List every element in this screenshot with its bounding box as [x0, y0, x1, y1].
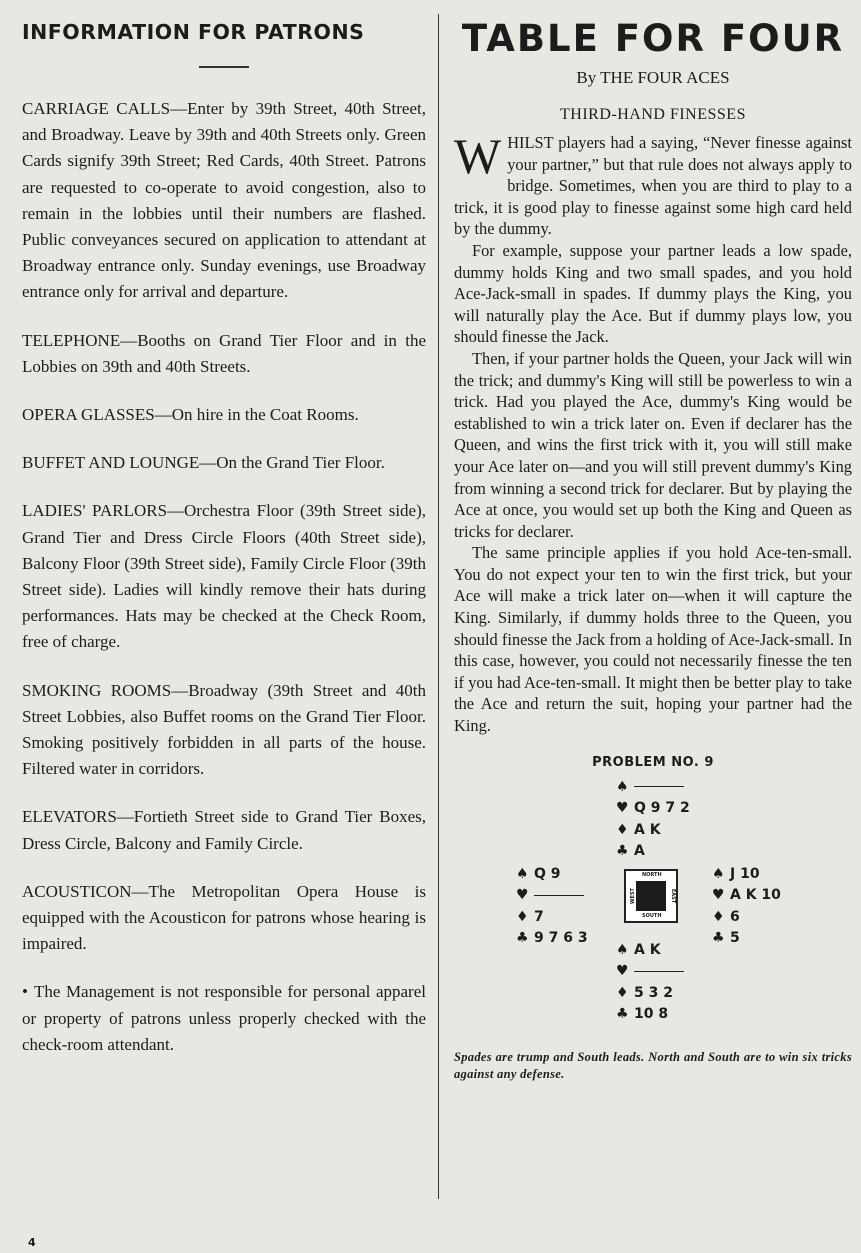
north-clubs [616, 841, 690, 863]
void-line [634, 786, 684, 787]
spade-icon: ♠ [616, 941, 629, 958]
patron-information-column [22, 18, 426, 1080]
north-spades [616, 777, 690, 799]
east-diamonds-cards: 6 [730, 908, 740, 925]
west-clubs [516, 928, 588, 950]
column-title: TABLE FOR FOUR [461, 17, 845, 60]
caption-text: Spades are trump and South leads. North and South are to win six tricks against any [454, 1049, 852, 1081]
caption-emphasis: defense. [520, 1066, 565, 1081]
west-hearts [516, 885, 588, 907]
club-icon: ♣ [616, 843, 629, 860]
bridge-problem [454, 755, 852, 1045]
south-spades [616, 940, 684, 962]
south-diamonds [616, 983, 684, 1005]
east-hearts-cards: A K 10 [730, 887, 781, 904]
notice-carriage-calls: CARRIAGE CALLS—Enter by 39th Street, 40th Street, and Broadway. Leave by 39th and 40th Streets only. Green Cards signify 39th Street; Red Cards, 40th Street. Patrons are requested to co-operate to avoid congestion, also to remain in the lobbies until their numbers are flashed. Public conveyances secured on application to attendant at Broadway entrance only. Sunday evenings, use Broadway entrance only for arrival and departure. [22, 99, 426, 302]
table-compass-icon [624, 869, 678, 923]
east-hearts [712, 885, 781, 907]
byline: By THE FOUR ACES [576, 68, 730, 87]
diamond-icon: ♦ [712, 908, 725, 925]
notice-opera-glasses: OPERA GLASSES—On hire in the Coat Rooms. [22, 405, 359, 425]
article-paragraph: For example, suppose your partner leads a low spade, dummy holds King and two small spades, and you hold Ace-Jack-small in spades. If dummy plays the King, you will naturally play the Ace. But if dummy plays low, you should finesse the Jack. [454, 240, 852, 347]
heart-icon: ♥ [516, 887, 529, 904]
patron-information-title: INFORMATION FOR PATRONS [22, 20, 365, 44]
article-paragraph: The same principle applies if you hold Ace-ten-small. You do not expect your ten to win the first trick, but your Ace will make a trick later on—when it will capture the King. Similarly, if dummy holds three to the Queen, you should finesse the Jack from a holding of Ace-Jack-small. In this case, however, you could not necessarily finesse the ten if you had Ace-ten-small. It might then be better play to take the Ace and return the suit, hoping your partner had the King. [454, 543, 852, 736]
south-spades-cards: A K [634, 941, 661, 958]
notice-management-disclaimer: • The Management is not responsible for personal apparel or property of patrons unless properly checked with the check-room attendant. [22, 979, 426, 1058]
diamond-icon: ♦ [616, 984, 629, 1001]
compass-north-label: NORTH [642, 871, 662, 878]
article-body [454, 128, 852, 737]
notice-smoking-rooms: SMOKING ROOMS—Broadway (39th Street and 40th Street Lobbies, also Buffet rooms on the Grand Tier Floor. Smoking positively forbidden in all parts of the house. Filtered water in corridors. [22, 680, 426, 779]
south-diamonds-cards: 5 3 2 [634, 984, 673, 1001]
west-diamonds-cards: 7 [534, 908, 544, 925]
column-divider [438, 14, 439, 1199]
notice-elevators: ELEVATORS—Fortieth Street side to Grand Tier Boxes, Dress Circle, Balcony and Family Circle. [22, 807, 426, 853]
compass-west-label: WEST [629, 887, 636, 904]
east-hand [712, 864, 781, 950]
notice-ladies-parlors: LADIES' PARLORS—Orchestra Floor (39th Street side), Grand Tier and Dress Circle Floors (40th Street side), Balcony Floor (39th Street side), Family Circle Floor (39th Street side). Ladies will kindly remove their hats during performances. Hats may be checked at the Check Room, free of charge. [22, 501, 426, 652]
drop-cap: W [454, 128, 502, 184]
article-paragraph-text: HILST players had a saying, “Never finesse against your partner,” but that rule does not always apply to bridge. Sometimes, when you are third to play to a trick, it is good play to finesse against some high card held by the dummy. [454, 133, 852, 239]
spade-icon: ♠ [712, 865, 725, 882]
spade-icon: ♠ [616, 778, 629, 795]
club-icon: ♣ [616, 1006, 629, 1023]
void-line [534, 895, 584, 896]
spade-icon: ♠ [516, 865, 529, 882]
problem-title: PROBLEM NO. 9 [592, 754, 714, 770]
south-clubs-cards: 10 8 [634, 1006, 669, 1023]
void-line [634, 971, 684, 972]
north-diamonds [616, 820, 690, 842]
club-icon: ♣ [516, 930, 529, 947]
east-diamonds [712, 907, 781, 929]
north-clubs-cards: A [634, 843, 645, 860]
north-hearts [616, 798, 690, 820]
title-rule [199, 66, 249, 68]
page-number: 4 [28, 1236, 36, 1249]
problem-caption [454, 1049, 852, 1083]
south-clubs [616, 1004, 684, 1026]
east-clubs [712, 928, 781, 950]
west-spades-cards: Q 9 [534, 865, 561, 882]
east-spades [712, 864, 781, 886]
article-paragraph [454, 128, 852, 240]
heart-icon: ♥ [616, 963, 629, 980]
west-spades [516, 864, 588, 886]
west-hand [516, 864, 588, 950]
east-spades-cards: J 10 [730, 865, 760, 882]
notice-telephone: TELEPHONE—Booths on Grand Tier Floor and in the Lobbies on 39th and 40th Streets. [22, 330, 426, 376]
notice-acousticon: ACOUSTICON—The Metropolitan Opera House is equipped with the Acousticon for patrons whose hearing is impaired. [22, 881, 426, 954]
club-icon: ♣ [712, 930, 725, 947]
north-hearts-cards: Q 9 7 2 [634, 800, 690, 817]
north-hand [616, 777, 690, 863]
compass-east-label: EAST [670, 888, 677, 903]
south-hearts [616, 961, 684, 983]
section-heading: THIRD-HAND FINESSES [560, 106, 746, 123]
table-center [636, 881, 666, 911]
heart-icon: ♥ [616, 800, 629, 817]
bridge-column [454, 16, 852, 1083]
diamond-icon: ♦ [516, 908, 529, 925]
north-diamonds-cards: A K [634, 821, 661, 838]
diamond-icon: ♦ [616, 821, 629, 838]
west-diamonds [516, 907, 588, 929]
article-paragraph: Then, if your partner holds the Queen, your Jack will win the trick; and dummy's King will still be powerless to win a trick. Had you played the Ace, dummy's King would be established to win a trick later on. Even if declarer has the Queen, and wins the first trick with it, you will still make your Ace later on—and you will still prevent dummy's King from winning a second trick for declarer. But by playing the Ace at once, you would set up both the King and Queen as tricks for declarer. [454, 348, 852, 541]
compass-south-label: SOUTH [642, 912, 662, 919]
east-clubs-cards: 5 [730, 930, 740, 947]
heart-icon: ♥ [712, 887, 725, 904]
notice-buffet-lounge: BUFFET AND LOUNGE—On the Grand Tier Floor. [22, 453, 385, 473]
west-clubs-cards: 9 7 6 3 [534, 930, 588, 947]
south-hand [616, 940, 684, 1026]
